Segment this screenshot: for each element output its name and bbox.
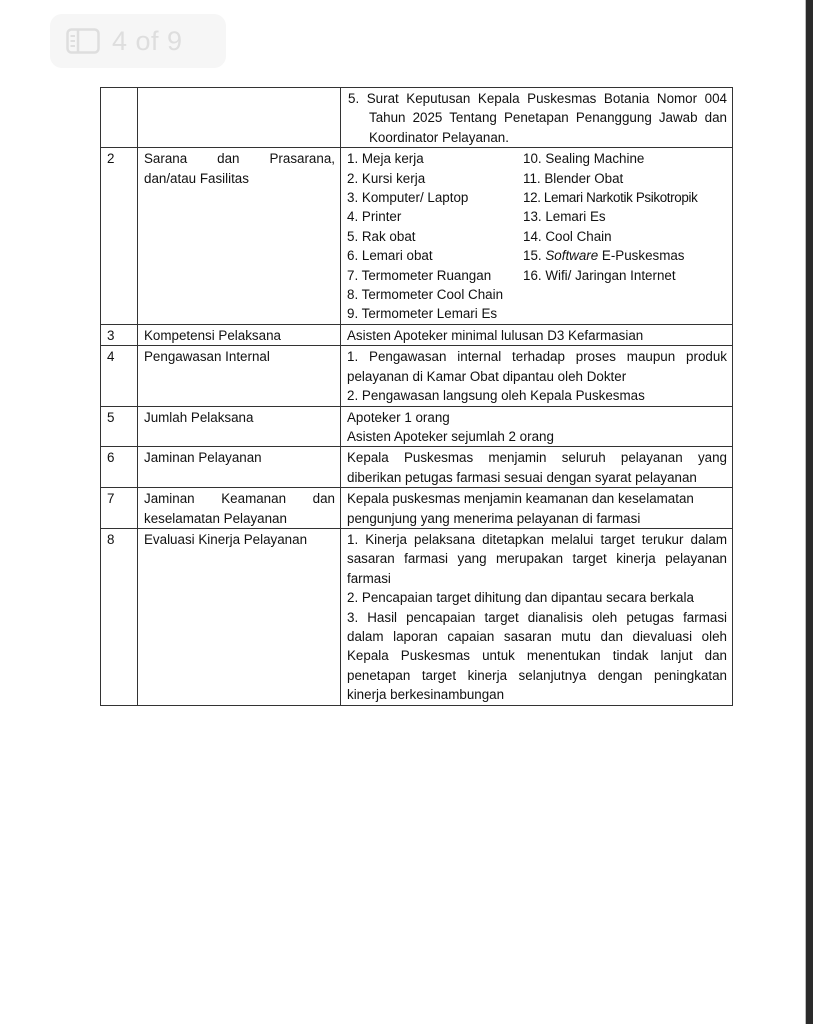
table-row bbox=[101, 488, 733, 529]
component-label: dan/atau Fasilitas bbox=[144, 170, 249, 186]
page-count-label: 4 of 9 bbox=[112, 25, 183, 56]
detail-cell bbox=[341, 528, 733, 705]
row-number: 6 bbox=[101, 447, 138, 488]
list-item: 2. Pengawasan langsung oleh Kepala Puskesmas bbox=[347, 388, 645, 404]
facility-list-right bbox=[523, 149, 727, 324]
table-row bbox=[101, 346, 733, 406]
list-item: 12. Lemari Narkotik Psikotropik bbox=[523, 190, 698, 206]
list-item: 9. Termometer Lemari Es bbox=[347, 306, 498, 322]
component-cell: Kompetensi Pelaksana bbox=[138, 324, 341, 345]
software-label: Software bbox=[545, 248, 599, 264]
list-item: 7. Termometer Ruangan bbox=[347, 267, 492, 283]
list-item-number: 15. bbox=[523, 248, 546, 264]
list-item: 5. Rak obat bbox=[347, 228, 416, 244]
detail-cell: Kepala Puskesmas menjamin seluruh pelayanan yang diberikan petugas farmasi sesuai dengan syarat pelayanan bbox=[341, 447, 733, 488]
list-item: 6. Lemari obat bbox=[347, 248, 433, 264]
list-item: 1. Kinerja pelaksana ditetapkan melalui target terukur dalam sasaran farmasi yang merupakan target kinerja pelayanan farmasi bbox=[347, 531, 727, 586]
detail-cell: Asisten Apoteker minimal lulusan D3 Kefarmasian bbox=[341, 324, 733, 345]
table-row bbox=[101, 528, 733, 705]
list-item: 3. Komputer/ Laptop bbox=[347, 190, 469, 206]
list-item: 4. Printer bbox=[347, 209, 402, 225]
detail-cell: Kepala puskesmas menjamin keamanan dan keselamatan pengunjung yang menerima pelayanan di farmasi bbox=[341, 488, 733, 529]
row-number: 5 bbox=[101, 406, 138, 447]
component-label: keselamatan Pelayanan bbox=[144, 510, 287, 526]
component-label: Sarana dan Prasarana, bbox=[144, 151, 335, 167]
page-view-icon bbox=[66, 28, 100, 54]
detail-cell bbox=[341, 346, 733, 406]
row-number: 3 bbox=[101, 324, 138, 345]
component-cell bbox=[138, 88, 341, 148]
component-cell: Evaluasi Kinerja Pelayanan bbox=[138, 528, 341, 705]
row-number: 8 bbox=[101, 528, 138, 705]
row-number: 2 bbox=[101, 148, 138, 325]
list-item: 8. Termometer Cool Chain bbox=[347, 287, 504, 303]
row-number: 4 bbox=[101, 346, 138, 406]
detail-line: Apoteker 1 orang bbox=[347, 409, 450, 425]
component-cell: Jaminan Pelayanan bbox=[138, 447, 341, 488]
service-standard-table bbox=[100, 87, 733, 706]
list-item: 2. Kursi kerja bbox=[347, 170, 426, 186]
table-row bbox=[101, 88, 733, 148]
list-item: 16. Wifi/ Jaringan Internet bbox=[523, 267, 676, 283]
list-item bbox=[523, 246, 727, 265]
detail-cell bbox=[341, 148, 733, 325]
table-row bbox=[101, 324, 733, 345]
detail-cell bbox=[341, 406, 733, 447]
list-item: 11. Blender Obat bbox=[523, 170, 624, 186]
list-item: 14. Cool Chain bbox=[523, 228, 612, 244]
facility-list-left bbox=[347, 149, 523, 324]
component-cell: Pengawasan Internal bbox=[138, 346, 341, 406]
list-item: 1. Meja kerja bbox=[347, 151, 424, 167]
list-item: 13. Lemari Es bbox=[523, 209, 606, 225]
detail-line: Asisten Apoteker sejumlah 2 orang bbox=[347, 428, 554, 444]
list-item: 10. Sealing Machine bbox=[523, 151, 645, 167]
list-item: 5. Surat Keputusan Kepala Puskesmas Botania Nomor 004 Tahun 2025 Tentang Penetapan Penanggung Jawab dan Koordinator Pelayanan. bbox=[348, 91, 727, 145]
list-item: 2. Pencapaian target dihitung dan dipantau secara berkala bbox=[347, 590, 694, 606]
component-cell: Jumlah Pelaksana bbox=[138, 406, 341, 447]
list-item: 1. Pengawasan internal terhadap proses maupun produk pelayanan di Kamar Obat dipantau oleh Dokter bbox=[347, 349, 727, 384]
detail-cell bbox=[341, 88, 733, 148]
table-row bbox=[101, 148, 733, 325]
list-item: 3. Hasil pencapaian target dianalisis oleh petugas farmasi dalam laporan capaian sasaran mutu dan dievaluasi oleh Kepala Puskesmas untuk menentukan tindak lanjut dan penetapan target kinerja selanjutnya dengan peningkatan kinerja berkesinambungan bbox=[347, 609, 727, 703]
page-indicator[interactable] bbox=[50, 14, 226, 68]
row-number: 7 bbox=[101, 488, 138, 529]
table-row bbox=[101, 406, 733, 447]
table-row bbox=[101, 447, 733, 488]
facility-list bbox=[347, 149, 727, 324]
component-label: Jaminan Keamanan dan bbox=[144, 491, 335, 507]
row-number bbox=[101, 88, 138, 148]
list-item-text: E-Puskesmas bbox=[598, 248, 685, 264]
component-cell bbox=[138, 488, 341, 529]
screen-edge bbox=[806, 0, 813, 1024]
component-cell bbox=[138, 148, 341, 325]
